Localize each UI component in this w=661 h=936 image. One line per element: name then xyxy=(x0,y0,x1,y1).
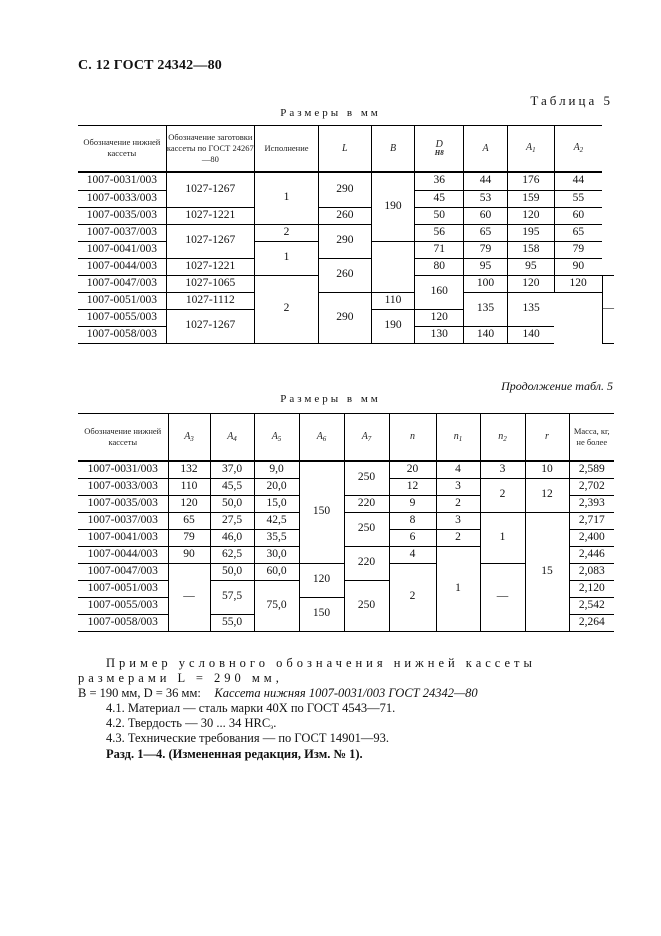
table-row: 1007-0047/003 1027-1065 2 160 100 120 120 — xyxy=(78,275,614,292)
col-n2: $n_2$ xyxy=(480,414,525,461)
table-row: 1007-0041/003 79 46,0 35,5 6 2 2,400 xyxy=(78,529,614,546)
col-A2: $A_2$ xyxy=(554,126,602,172)
table-row: 1007-0058/003 55,0 2,264 xyxy=(78,614,614,631)
continuation-table xyxy=(78,413,614,632)
table-row: 1007-0041/003 1 71 79 158 79 xyxy=(78,241,614,258)
dimensions-table xyxy=(78,125,614,344)
table-row: 1007-0037/003 1027-1267 2 290 56 65 195 65 xyxy=(78,224,614,241)
example-designation: Кассета нижняя 1007-0031/003 ГОСТ 24342—80 xyxy=(214,686,478,700)
col-B: B xyxy=(371,126,415,172)
col-version: Исполнение xyxy=(254,126,318,172)
table-row: 1007-0051/003 1027-1112 290 110 135 135 xyxy=(78,292,614,309)
col-r: r xyxy=(525,414,569,461)
col-blank: Обозначение заготовки кассеты по ГОСТ 24267—80 xyxy=(166,126,254,172)
col-A4: $A_4$ xyxy=(210,414,254,461)
col-mass: Масса, кг, не более xyxy=(569,414,614,461)
table-row: 1007-0035/003 120 50,0 15,0 220 9 2 2,393 xyxy=(78,495,614,512)
col-designation: Обозначение нижней кассеты xyxy=(78,126,166,172)
table-row: 1007-0037/003 65 27,5 42,5 250 8 3 1 15 2,717 xyxy=(78,512,614,529)
col-n1: $n_1$ xyxy=(436,414,480,461)
table-row: 1007-0047/003 — 50,0 60,0 120 2 — 2,083 xyxy=(78,563,614,580)
table-row: 1007-0044/003 1027-1221 260 80 95 95 90 xyxy=(78,258,614,275)
col-designation: Обозначение нижней кассеты xyxy=(78,414,168,461)
page-header: С. 12 ГОСТ 24342—80 xyxy=(78,58,222,73)
col-A6: $A_6$ xyxy=(299,414,344,461)
table-row: 1007-0058/003 130 140 140 xyxy=(78,326,614,343)
units-caption: Размеры в мм xyxy=(280,107,381,119)
example-text: Пример условного обозначения нижней кассеты размерами L = 290 мм, B = 190 мм, D = 36 мм: xyxy=(78,656,536,700)
table-row: 1007-0031/003 1027-1267 1 290 190 36 44 176 44 xyxy=(78,172,614,191)
note-revision: Разд. 1—4. (Измененная редакция, Изм. № 1). xyxy=(106,747,363,761)
col-A5: $A_5$ xyxy=(254,414,299,461)
table-row: 1007-0031/003 132 37,0 9,0 150 250 20 4 3 10 2,589 xyxy=(78,461,614,479)
col-A3: $A_3$ xyxy=(168,414,210,461)
col-A: A xyxy=(464,126,508,172)
note-hardness: 4.2. Твердость — 30 ... 34 $HRC_э$. xyxy=(106,716,277,731)
col-A7: $A_7$ xyxy=(344,414,389,461)
col-n: n xyxy=(389,414,436,461)
table-row: 1007-0055/003 1027-1267 190 120 xyxy=(78,309,614,326)
note-material: 4.1. Материал — сталь марки 40Х по ГОСТ 4543—71. xyxy=(106,701,396,715)
table-row: 1007-0035/003 1027-1221 260 50 60 120 60 xyxy=(78,207,614,224)
table-row: 1007-0033/003 110 45,5 20,0 12 3 2 12 2,702 xyxy=(78,478,614,495)
table-row: 1007-0055/003 150 2,542 xyxy=(78,597,614,614)
continuation-label: Продолжение табл. 5 xyxy=(501,379,613,393)
table-row: 1007-0044/003 90 62,5 30,0 220 4 1 2,446 xyxy=(78,546,614,563)
table-label: Таблица 5 xyxy=(530,93,613,108)
col-A1: $A_1$ xyxy=(507,126,554,172)
table-row: 1007-0033/003 45 53 159 55 xyxy=(78,190,614,207)
col-D: D H8 xyxy=(415,126,464,172)
units-caption-2: Размеры в мм xyxy=(280,393,381,405)
note-requirements: 4.3. Технические требования — по ГОСТ 14901—93. xyxy=(106,731,389,745)
table-row: 1007-0051/003 57,5 75,0 250 2,120 xyxy=(78,580,614,597)
col-L: L xyxy=(319,126,371,172)
